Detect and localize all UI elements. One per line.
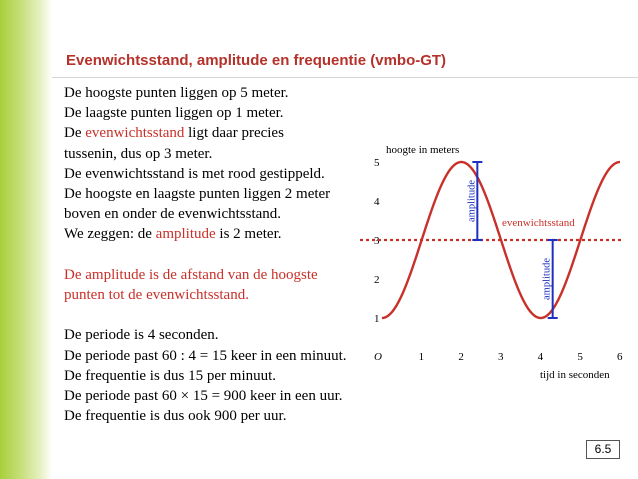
period-line-1: De periode is 4 seconden. bbox=[64, 327, 219, 344]
text-line-7: boven en onder de evenwichtsstand. bbox=[64, 206, 282, 223]
period-line-2: De periode past 60 : 4 = 15 keer in een minuut. bbox=[64, 347, 347, 364]
text-line-5: De evenwichtsstand is met rood gestippeld. bbox=[64, 165, 325, 182]
text-line-2: De laagste punten liggen op 1 meter. bbox=[64, 105, 284, 122]
x-tick-label: 5 bbox=[577, 351, 583, 363]
amplitude-label: amplitude bbox=[466, 180, 478, 222]
text-line-3 bbox=[64, 123, 374, 143]
text-line-8-start: We zeggen: de bbox=[64, 226, 156, 243]
x-tick-label: 2 bbox=[458, 351, 464, 363]
y-tick-label: 4 bbox=[374, 196, 380, 208]
explanation-text bbox=[64, 83, 374, 426]
page-number-badge: 6.5 bbox=[586, 440, 620, 459]
x-tick-label: 6 bbox=[617, 351, 623, 363]
y-tick-label: 3 bbox=[374, 235, 380, 247]
x-tick-label: 4 bbox=[537, 351, 544, 363]
text-line-6: De hoogste en laagste punten liggen 2 meter bbox=[64, 186, 331, 203]
spacer bbox=[64, 305, 374, 325]
x-tick-label: 1 bbox=[418, 351, 425, 363]
spacer bbox=[64, 245, 374, 265]
origin-label: O bbox=[374, 351, 382, 363]
text-line-8-end: is 2 meter. bbox=[215, 226, 282, 243]
text-line-4: tussenin, dus op 3 meter. bbox=[64, 145, 213, 162]
term-amplitude: amplitude bbox=[155, 226, 216, 243]
equilibrium-label: evenwichtsstand bbox=[502, 217, 575, 229]
y-tick-label: 5 bbox=[374, 157, 380, 169]
text-line-1: De hoogste punten liggen op 5 meter. bbox=[64, 85, 289, 101]
sine-chart bbox=[352, 140, 632, 390]
text-line-8 bbox=[64, 224, 374, 244]
y-tick-label: 1 bbox=[374, 313, 380, 325]
term-evenwichtsstand: evenwichtsstand bbox=[85, 125, 185, 142]
period-line-4: De periode past 60 × 15 = 900 keer in een uur. bbox=[64, 388, 343, 405]
text-line-3-start: De bbox=[64, 125, 86, 142]
text-line-3-end: ligt daar precies bbox=[184, 125, 284, 142]
decorative-left-band bbox=[0, 0, 52, 479]
title-divider bbox=[52, 77, 638, 78]
y-tick-label: 2 bbox=[374, 274, 380, 286]
period-line-5: De frequentie is dus ook 900 per uur. bbox=[64, 408, 287, 425]
definition-line-1: De amplitude is de afstand van de hoogste bbox=[64, 266, 318, 283]
x-axis-label: tijd in seconden bbox=[540, 369, 610, 381]
amplitude-label: amplitude bbox=[541, 258, 553, 300]
slide-title: Evenwichtsstand, amplitude en frequentie (vmbo-GT) bbox=[66, 52, 447, 69]
period-line-3: De frequentie is dus 15 per minuut. bbox=[64, 367, 277, 384]
y-axis-label: hoogte in meters bbox=[386, 144, 460, 156]
x-tick-label: 3 bbox=[498, 351, 504, 363]
definition-line-2: punten tot de evenwichtsstand. bbox=[64, 287, 249, 304]
